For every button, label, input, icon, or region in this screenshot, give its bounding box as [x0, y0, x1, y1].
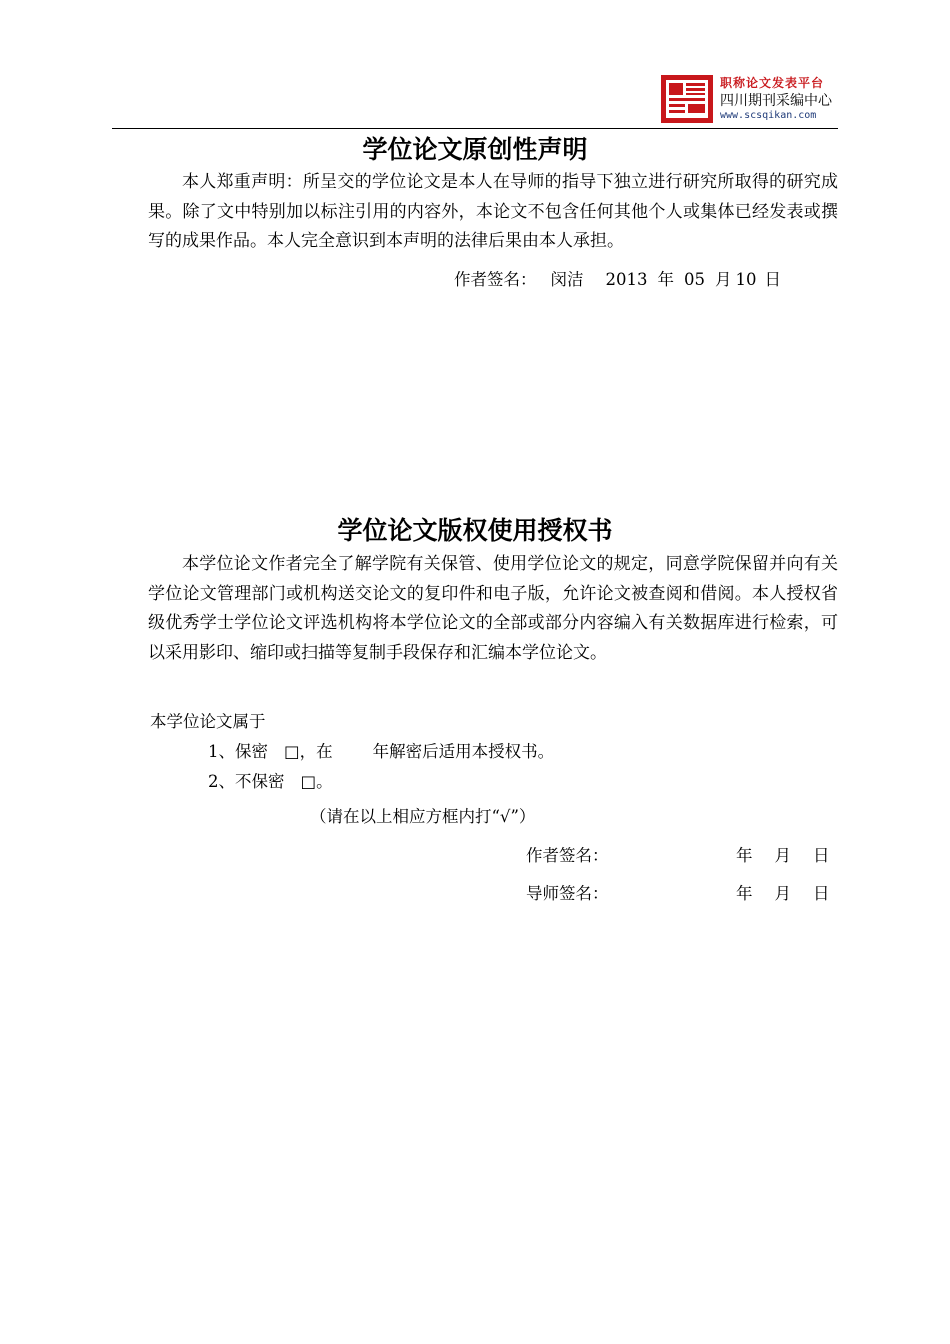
option-confidential-suffix: 年解密后适用本授权书。 [372, 742, 555, 761]
checkbox-note: （请在以上相应方框内打“√”） [310, 807, 536, 826]
header-logo [660, 74, 840, 126]
declaration-day-unit: 日 [764, 270, 781, 289]
not-confidential-checkbox[interactable]: □。 [300, 772, 333, 791]
declaration-month-unit: 月 [715, 270, 732, 289]
author-sign-label: 作者签名： [526, 846, 609, 865]
authorization-body: 本学位论文作者完全了解学院有关保管、使用学位论文的规定，同意学院保留并向有关学位论文管理部门或机构送交论文的复印件和电子版，允许论文被查阅和借阅。本人授权省级优秀学士学位论文评选机构将本学位论文的全部或部分内容编入有关数据库进行检索，可以采用影印、缩印或扫描等复制手段保存和汇编本学位论文。 [148, 554, 838, 663]
option-not-confidential-label: 2、不保密 [208, 772, 285, 791]
declaration-month: 05 [684, 270, 705, 289]
logo-tagline: 职称论文发表平台 [720, 76, 825, 90]
advisor-date-year: 年 [736, 884, 753, 903]
author-date-year: 年 [736, 846, 753, 865]
option-confidential [208, 738, 554, 762]
declaration-year: 2013 [605, 270, 648, 289]
logo-url: www.scsqikan.com [720, 110, 817, 121]
declaration-signature [454, 266, 781, 290]
advisor-sign-label: 导师签名： [526, 884, 609, 903]
declaration-body: 本人郑重声明：所呈交的学位论文是本人在导师的指导下独立进行研究所取得的研究成果。除了文中特别加以标注引用的内容外，本论文不包含任何其他个人或集体已经发表或撰写的成果作品。本人完全意识到本声明的法律后果由本人承担。 [148, 172, 838, 251]
confidential-checkbox[interactable]: □，在 [284, 742, 333, 761]
newspaper-logo-icon [660, 74, 714, 124]
advisor-date-month: 月 [774, 884, 791, 903]
option-confidential-label: 1、保密 [208, 742, 268, 761]
option-not-confidential [208, 768, 333, 792]
author-date-day: 日 [813, 846, 830, 865]
author-sign-date [736, 842, 830, 866]
logo-name: 四川期刊采编中心 [720, 93, 832, 109]
advisor-sign-date [736, 880, 830, 904]
header-divider [112, 128, 838, 129]
declaration-sign-label: 作者签名： [454, 270, 537, 289]
belongs-label: 本学位论文属于 [150, 712, 266, 731]
declaration-title: 学位论文原创性声明 [362, 135, 588, 164]
author-date-month: 月 [774, 846, 791, 865]
declaration-day: 10 [735, 270, 757, 289]
declaration-year-unit: 年 [657, 270, 674, 289]
advisor-date-day: 日 [813, 884, 830, 903]
declaration-signer: 闵洁 [550, 270, 584, 289]
authorization-title: 学位论文版权使用授权书 [337, 516, 613, 545]
